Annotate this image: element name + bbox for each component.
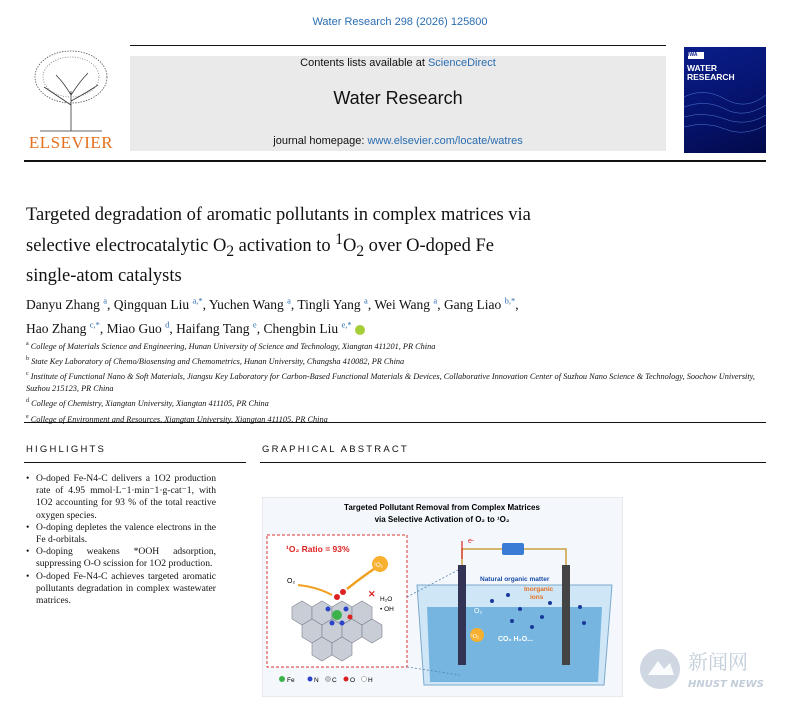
cathode-electrode bbox=[458, 565, 466, 665]
author[interactable] bbox=[176, 321, 263, 336]
author-name[interactable]: Chengbin Liu bbox=[263, 321, 339, 336]
tank-o2-label: O₂ bbox=[474, 608, 483, 615]
ratio-label: ¹O₂ Ratio = 93% bbox=[286, 544, 350, 554]
author-name[interactable]: Yuchen Wang bbox=[208, 296, 284, 312]
author-separator: , bbox=[515, 296, 519, 312]
author-separator: , bbox=[256, 321, 264, 336]
o2-label: O₂ bbox=[287, 578, 296, 585]
author[interactable] bbox=[374, 297, 444, 312]
affiliation-text: State Key Laboratory of Chemo/Biosensing and Chemometrics, Hunan University, Changsha 410082, PR China bbox=[31, 356, 405, 366]
reactor-water bbox=[427, 607, 602, 682]
author-affiliation-mark[interactable]: a bbox=[103, 295, 108, 305]
affiliation-item bbox=[26, 411, 766, 426]
fe-atom-icon bbox=[332, 610, 342, 620]
affiliations bbox=[26, 338, 766, 426]
affiliation-item bbox=[26, 368, 766, 395]
n-atom-icon bbox=[326, 607, 331, 612]
author[interactable] bbox=[26, 297, 114, 312]
o-atom-icon bbox=[348, 615, 353, 620]
author-name[interactable]: Gang Liao bbox=[443, 296, 502, 312]
anode-electrode bbox=[562, 565, 570, 665]
title-line-1: Targeted degradation of aromatic pollutants in complex matrices via bbox=[26, 205, 531, 225]
o-atom-icon bbox=[340, 589, 346, 595]
graphical-abstract-rule bbox=[260, 462, 766, 463]
author-separator: , bbox=[290, 296, 298, 312]
cover-title-line1: WATER bbox=[687, 63, 718, 73]
legend-o: O bbox=[350, 677, 356, 684]
affiliation-text: Institute of Functional Nano & Soft Materials, Jiangsu Key Laboratory for Carbon-Based Functional Materials & Devices, Collaborative Innovation Center of Suzhou Nano Science & Technology, Soochow University, Suzhou 215123, PR China bbox=[26, 371, 755, 394]
author[interactable] bbox=[114, 297, 209, 312]
author[interactable] bbox=[444, 297, 519, 312]
orcid-icon[interactable] bbox=[355, 325, 365, 335]
journal-name: Water Research bbox=[333, 88, 463, 108]
author-affiliation-mark[interactable]: b,* bbox=[504, 295, 516, 305]
author-separator: , bbox=[99, 321, 107, 336]
author-name[interactable]: Danyu Zhang bbox=[26, 296, 100, 312]
tank-singlet-label: ¹O₂ bbox=[471, 634, 480, 640]
ga-title-line2: via Selective Activation of O₂ to ¹O₂ bbox=[374, 515, 510, 524]
author-separator: , bbox=[107, 296, 114, 312]
author-affiliation-mark[interactable]: a,* bbox=[192, 295, 203, 305]
n-atom-icon bbox=[330, 621, 335, 626]
author-name[interactable]: Tingli Yang bbox=[297, 296, 361, 312]
journal-citation[interactable]: Water Research 298 (2026) 125800 bbox=[312, 16, 488, 28]
author-separator: , bbox=[202, 296, 209, 312]
author-name[interactable]: Hao Zhang bbox=[26, 321, 87, 336]
o-atom-icon bbox=[334, 594, 340, 600]
title-line-3: single-atom catalysts bbox=[26, 265, 182, 286]
power-supply-icon bbox=[502, 543, 524, 555]
highlights-list bbox=[26, 473, 216, 607]
highlights-heading: HIGHLIGHTS bbox=[26, 444, 107, 455]
n-atom-icon bbox=[344, 607, 349, 612]
legend-h: H bbox=[368, 677, 373, 684]
homepage-prefix: journal homepage: bbox=[273, 135, 368, 147]
title-text: O bbox=[342, 235, 357, 256]
title-text: selective electrocatalytic O bbox=[26, 235, 227, 256]
highlight-item: • O-doped Fe-N4-C achieves targeted aromatic pollutants degradation in complex wastewater matrices. bbox=[26, 571, 216, 608]
ions-label-1: Inorganic bbox=[524, 586, 554, 593]
author-affiliation-mark[interactable]: e bbox=[252, 319, 257, 330]
header-top-rule bbox=[130, 45, 666, 46]
ions-label-2: ions bbox=[530, 594, 544, 601]
contents-prefix: Contents lists available at bbox=[300, 57, 428, 69]
singlet-label: ¹O₂ bbox=[374, 563, 383, 569]
title-subscript: 2 bbox=[226, 242, 235, 260]
highlight-item: • O-doping weakens *OOH adsorption, suppressing O-O scission for 1O2 production. bbox=[26, 546, 216, 570]
affiliation-text: College of Environment and Resources, Xiangtan University, Xiangtan 411105, PR China bbox=[30, 414, 328, 424]
author-name[interactable]: Qingquan Liu bbox=[113, 296, 190, 312]
products-label: CO₂ H₂O... bbox=[498, 636, 533, 643]
journal-homepage-link[interactable]: www.elsevier.com/locate/watres bbox=[367, 135, 523, 147]
author-affiliation-mark[interactable]: d bbox=[165, 319, 170, 330]
hnust-news-watermark bbox=[636, 641, 796, 697]
author-name[interactable]: Miao Guo bbox=[106, 321, 162, 336]
author[interactable] bbox=[297, 297, 374, 312]
sciencedirect-link[interactable]: ScienceDirect bbox=[427, 57, 496, 69]
author-name[interactable]: Wei Wang bbox=[374, 296, 431, 312]
author[interactable] bbox=[209, 297, 297, 312]
highlight-item: • O-doped Fe-N4-C delivers a 1O2 production rate of 4.95 mmol·L⁻1·min⁻1·g-cat⁻1, with 1O2 accounting for 93 % of the total reactive oxygen species. bbox=[26, 473, 216, 522]
affiliation-key: c bbox=[26, 371, 29, 378]
watermark-cn-text: 新闻网 bbox=[688, 650, 748, 674]
affiliation-text: College of Materials Science and Engineering, Hunan University of Science and Technology, Xiangtan 411201, PR China bbox=[30, 341, 436, 351]
title-line-2 bbox=[26, 228, 666, 264]
legend-n: N bbox=[314, 677, 319, 684]
author-separator: , bbox=[169, 321, 177, 336]
legend-fe: Fe bbox=[287, 677, 295, 684]
affiliation-key: e bbox=[26, 413, 29, 420]
affiliation-item bbox=[26, 338, 766, 353]
legend-c: C bbox=[332, 677, 337, 684]
title-text: over O-doped Fe bbox=[364, 235, 494, 256]
header-bottom-rule bbox=[24, 160, 766, 162]
cover-badge: IWA bbox=[688, 52, 698, 58]
affiliation-key: d bbox=[26, 398, 29, 405]
affiliation-item bbox=[26, 395, 766, 410]
author-separator: , bbox=[437, 296, 444, 312]
author-affiliation-mark[interactable]: a bbox=[364, 295, 368, 305]
author[interactable] bbox=[263, 321, 351, 336]
homepage-line bbox=[130, 135, 666, 147]
author-affiliation-mark[interactable]: a bbox=[287, 295, 291, 305]
cover-title bbox=[687, 58, 763, 82]
nom-label: Natural organic matter bbox=[480, 576, 550, 583]
affiliation-item bbox=[26, 353, 766, 368]
graphical-abstract-figure[interactable] bbox=[262, 497, 623, 697]
cover-title-line2: RESEARCH bbox=[687, 72, 735, 82]
h2o-label: H₂O bbox=[380, 596, 393, 603]
affiliation-text: College of Chemistry, Xiangtan University, Xiangtan 411105, PR China bbox=[31, 399, 269, 409]
watermark-en-text: HNUST NEWS bbox=[688, 679, 764, 690]
graphical-abstract-heading: GRAPHICAL ABSTRACT bbox=[262, 444, 409, 455]
oh-label: • OH bbox=[380, 606, 394, 613]
author-affiliation-mark[interactable]: c,* bbox=[89, 319, 100, 330]
n-atom-icon bbox=[340, 621, 345, 626]
author[interactable] bbox=[26, 321, 107, 336]
title-superscript: 1 bbox=[335, 230, 343, 248]
contents-line bbox=[130, 57, 666, 69]
ga-title-line1: Targeted Pollutant Removal from Complex Matrices bbox=[344, 503, 540, 512]
section-rule bbox=[24, 422, 766, 423]
author[interactable] bbox=[107, 321, 177, 336]
author-affiliation-mark[interactable]: e,* bbox=[341, 319, 352, 330]
affiliation-key: b bbox=[26, 356, 29, 363]
author-name[interactable]: Haifang Tang bbox=[176, 321, 250, 336]
title-text: activation to bbox=[234, 235, 336, 256]
author-affiliation-mark[interactable]: a bbox=[433, 295, 438, 305]
affiliation-key: a bbox=[26, 341, 29, 347]
author-separator: , bbox=[367, 296, 375, 312]
highlight-item: • O-doping depletes the valence electrons in the Fe d-orbitals. bbox=[26, 522, 216, 546]
highlights-rule bbox=[24, 462, 246, 463]
author-list bbox=[26, 290, 766, 339]
title-subscript: 2 bbox=[356, 242, 365, 260]
electron-label: e- bbox=[468, 538, 475, 545]
blocked-icon: ✕ bbox=[368, 589, 376, 599]
publisher-wordmark: ELSEVIER bbox=[28, 133, 114, 152]
article-title bbox=[26, 203, 666, 288]
